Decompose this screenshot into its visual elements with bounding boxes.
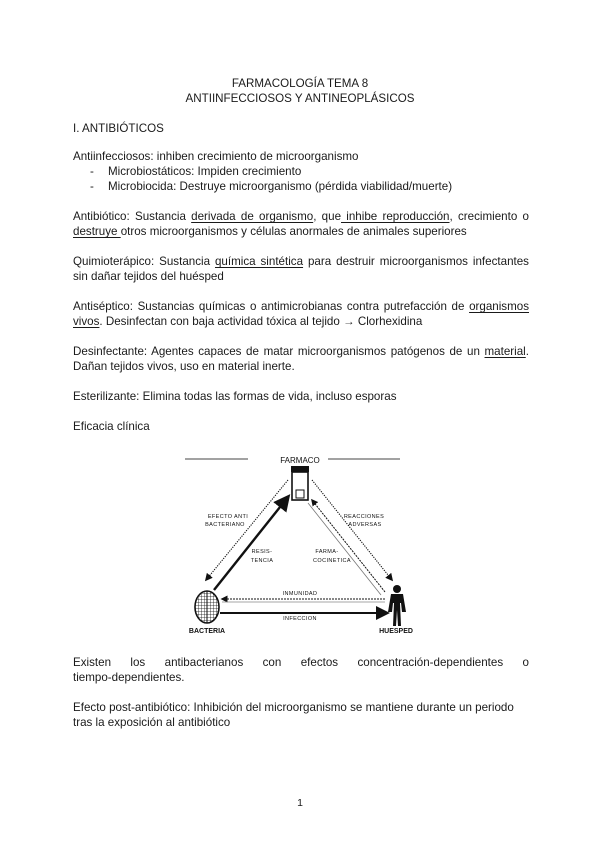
- text-run: . Desinfectan con baja actividad tóxica al tejido → Clorhexidina: [99, 315, 423, 328]
- desinfectante-line2: Dañan tejidos vivos, uso en material inerte.: [73, 360, 295, 373]
- farmacocinetica-label-2: COCINETICA: [313, 558, 351, 564]
- text-run: para destruir microorganismos infectantes: [303, 255, 529, 268]
- esterilizante-definition: Esterilizante: Elimina todas las formas de vida, incluso esporas: [73, 390, 397, 403]
- reacciones-adversas-arrow: [312, 480, 392, 580]
- efecto-label-1: EFECTO ANTI: [207, 514, 249, 520]
- human-icon: [388, 585, 406, 626]
- antiseptico-line2: [73, 314, 422, 330]
- huesped-label: HUESPED: [379, 628, 413, 635]
- farmacocinetica-label-1: FARMA-: [315, 549, 339, 555]
- text-run: Desinfectante: Agentes capaces de matar microorganismos patógenos de un: [73, 345, 485, 358]
- text-run: Antiséptico: Sustancias químicas o antimicrobianas contra putrefacción de: [73, 300, 470, 313]
- quimioterapico-line1: [73, 254, 529, 270]
- infeccion-label: INFECCION: [283, 616, 317, 622]
- eficacia-heading: Eficacia clínica: [73, 420, 150, 433]
- text-run: Antibiótico: Sustancia: [73, 210, 192, 223]
- inmunidad-label: INMUNIDAD: [282, 591, 318, 597]
- bullet-dash: -: [90, 165, 94, 178]
- eficacia-clinica-diagram: [180, 452, 420, 642]
- antiseptico-line1: [73, 299, 529, 315]
- underlined-term: inhibe reproducción: [341, 210, 450, 223]
- text-run: otros microorganismos y células anormales de animales superiores: [120, 225, 467, 238]
- antibiotico-line1: [73, 209, 529, 225]
- reacciones-label-2: ADVERSAS: [348, 522, 382, 528]
- resistencia-label-1: RESIS-: [251, 549, 273, 555]
- antibiotico-line2: [73, 224, 467, 240]
- vial-icon: [291, 466, 309, 500]
- bacteria-icon: [195, 591, 219, 623]
- section-heading: I. ANTIBIÓTICOS: [73, 122, 164, 135]
- bullet-dash: -: [90, 180, 94, 193]
- post-antibiotico-line1: Efecto post-antibiótico: Inhibición del microorganismo se mantiene durante un periodo: [73, 701, 514, 714]
- doc-title: FARMACOLOGÍA TEMA 8: [231, 77, 369, 90]
- post-antibiotico-line2: tras la exposición al antibiótico: [73, 716, 231, 729]
- quimioterapico-line2: sin dañar tejidos del huésped: [73, 270, 224, 283]
- text-run: , crecimiento o: [449, 210, 529, 223]
- bullet-text: Microbiocida: Destruye microorganismo (pérdida viabilidad/muerte): [108, 180, 453, 193]
- desinfectante-line1: [73, 344, 529, 360]
- antiinfecciosos-definition: Antiinfecciosos: inhiben crecimiento de microorganismo: [73, 150, 359, 163]
- existen-line1: Existen los antibacterianos con efectos concentración-dependientes o: [73, 656, 529, 669]
- doc-subtitle: ANTIINFECCIOSOS Y ANTINEOPLÁSICOS: [185, 92, 415, 105]
- efecto-label-2: BACTERIANO: [205, 522, 245, 528]
- bullet-microbiostaticos: [90, 164, 302, 180]
- existen-line2: tiempo-dependientes.: [73, 671, 185, 684]
- underlined-term: derivada de organismo: [191, 210, 314, 223]
- underlined-term: material: [484, 345, 526, 358]
- underlined-term: química sintética: [214, 255, 304, 268]
- farmaco-label: FARMACO: [280, 456, 320, 465]
- bacteria-label: BACTERIA: [188, 628, 226, 635]
- resistencia-label-2: TENCIA: [250, 558, 274, 564]
- bullet-microbiocida: [90, 179, 453, 195]
- underlined-term: organismos: [469, 300, 529, 313]
- efecto-antibacteriano-arrow: [206, 480, 288, 580]
- text-run: .: [525, 345, 529, 358]
- text-run: , que: [313, 210, 342, 223]
- resistencia-arrow: [214, 497, 288, 590]
- text-run: Quimioterápico: Sustancia: [73, 255, 215, 268]
- underlined-term: vivos: [73, 315, 100, 328]
- page-number: 1: [297, 797, 303, 809]
- bullet-text: Microbiostáticos: Impiden crecimiento: [108, 165, 302, 178]
- underlined-term: destruye: [73, 225, 121, 238]
- reacciones-label-1: REACCIONES: [343, 514, 385, 520]
